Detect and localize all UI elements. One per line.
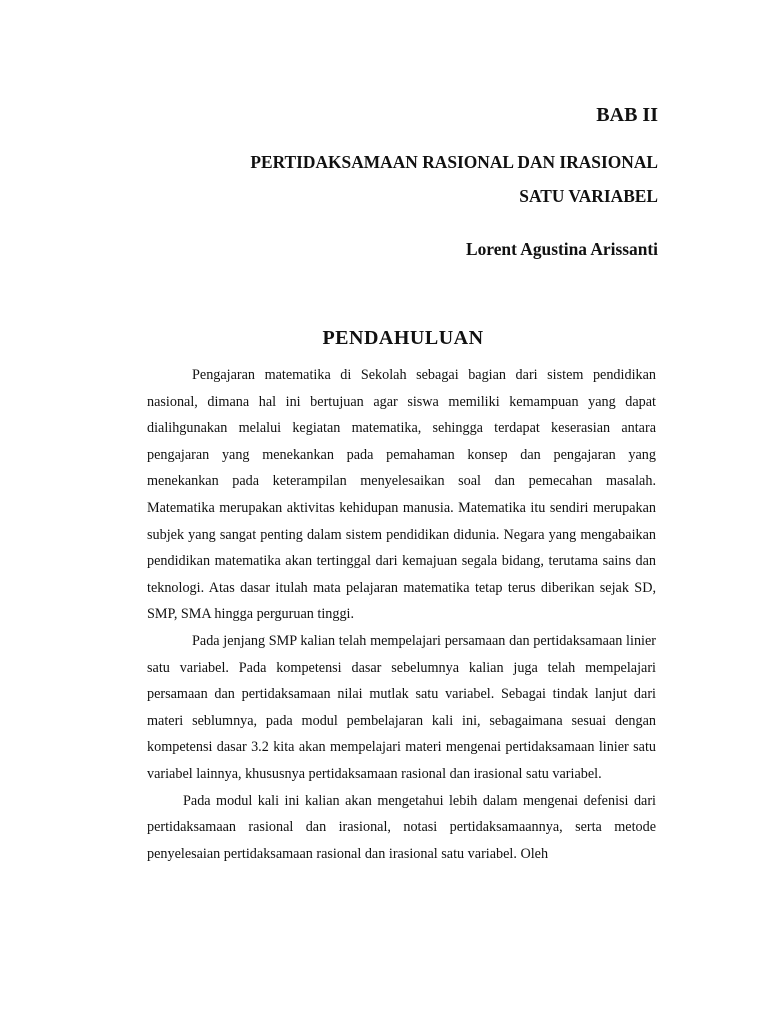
chapter-title-line-1: PERTIDAKSAMAAN RASIONAL DAN IRASIONAL [250, 152, 658, 172]
paragraph: Pengajaran matematika di Sekolah sebagai bagian dari sistem pendidikan nasional, dimana hal ini bertujuan agar siswa memiliki kemampuan yang dapat dialihgunakan melalui kegiatan matematika, sehingga terdapat keserasian antara pengajaran yang menekankan pada pemahaman konsep dan pengajaran yang menekankan pada keterampilan menyelesaikan soal dan pemecahan masalah. Matematika merupakan aktivitas kehidupan manusia. Matematika itu sendiri merupakan subjek yang sangat penting dalam sistem pendidikan didunia. Negara yang mengabaikan pendidikan matematika akan tertinggal dari kemajuan segala bidang, terutama sains dan teknologi. Atas dasar itulah mata pelajaran matematika tetap terus diberikan sejak SD, SMP, SMA hingga perguruan tinggi. [147, 367, 656, 623]
paragraph: Pada jenjang SMP kalian telah mempelajari persamaan dan pertidaksamaan linier satu variabel. Pada kompetensi dasar sebelumnya kalian juga telah mempelajari persamaan dan pertidaksamaan nilai mutlak satu variabel. Sebagai tindak lanjut dari materi seblumnya, pada modul pembelajaran kali ini, sebagaimana sesuai dengan kompetensi dasar 3.2 kita akan mempelajari materi mengenai pertidaksamaan linier satu variabel lainnya, khususnya pertidaksamaan rasional dan irasional satu variabel. [147, 632, 656, 782]
chapter-title [138, 145, 658, 213]
body-text [147, 362, 656, 867]
chapter-label: BAB II [596, 104, 658, 126]
section-heading: PENDAHULUAN [322, 327, 484, 349]
author-name: Lorent Agustina Arissanti [466, 239, 658, 259]
chapter-title-line-2: SATU VARIABEL [519, 186, 658, 206]
paragraph: Pada modul kali ini kalian akan mengetahui lebih dalam mengenai defenisi dari pertidaksamaan rasional dan irasional, notasi pertidaksamaannya, serta metode penyelesaian pertidaksamaan rasional dan irasional satu variabel. Oleh [147, 792, 656, 862]
